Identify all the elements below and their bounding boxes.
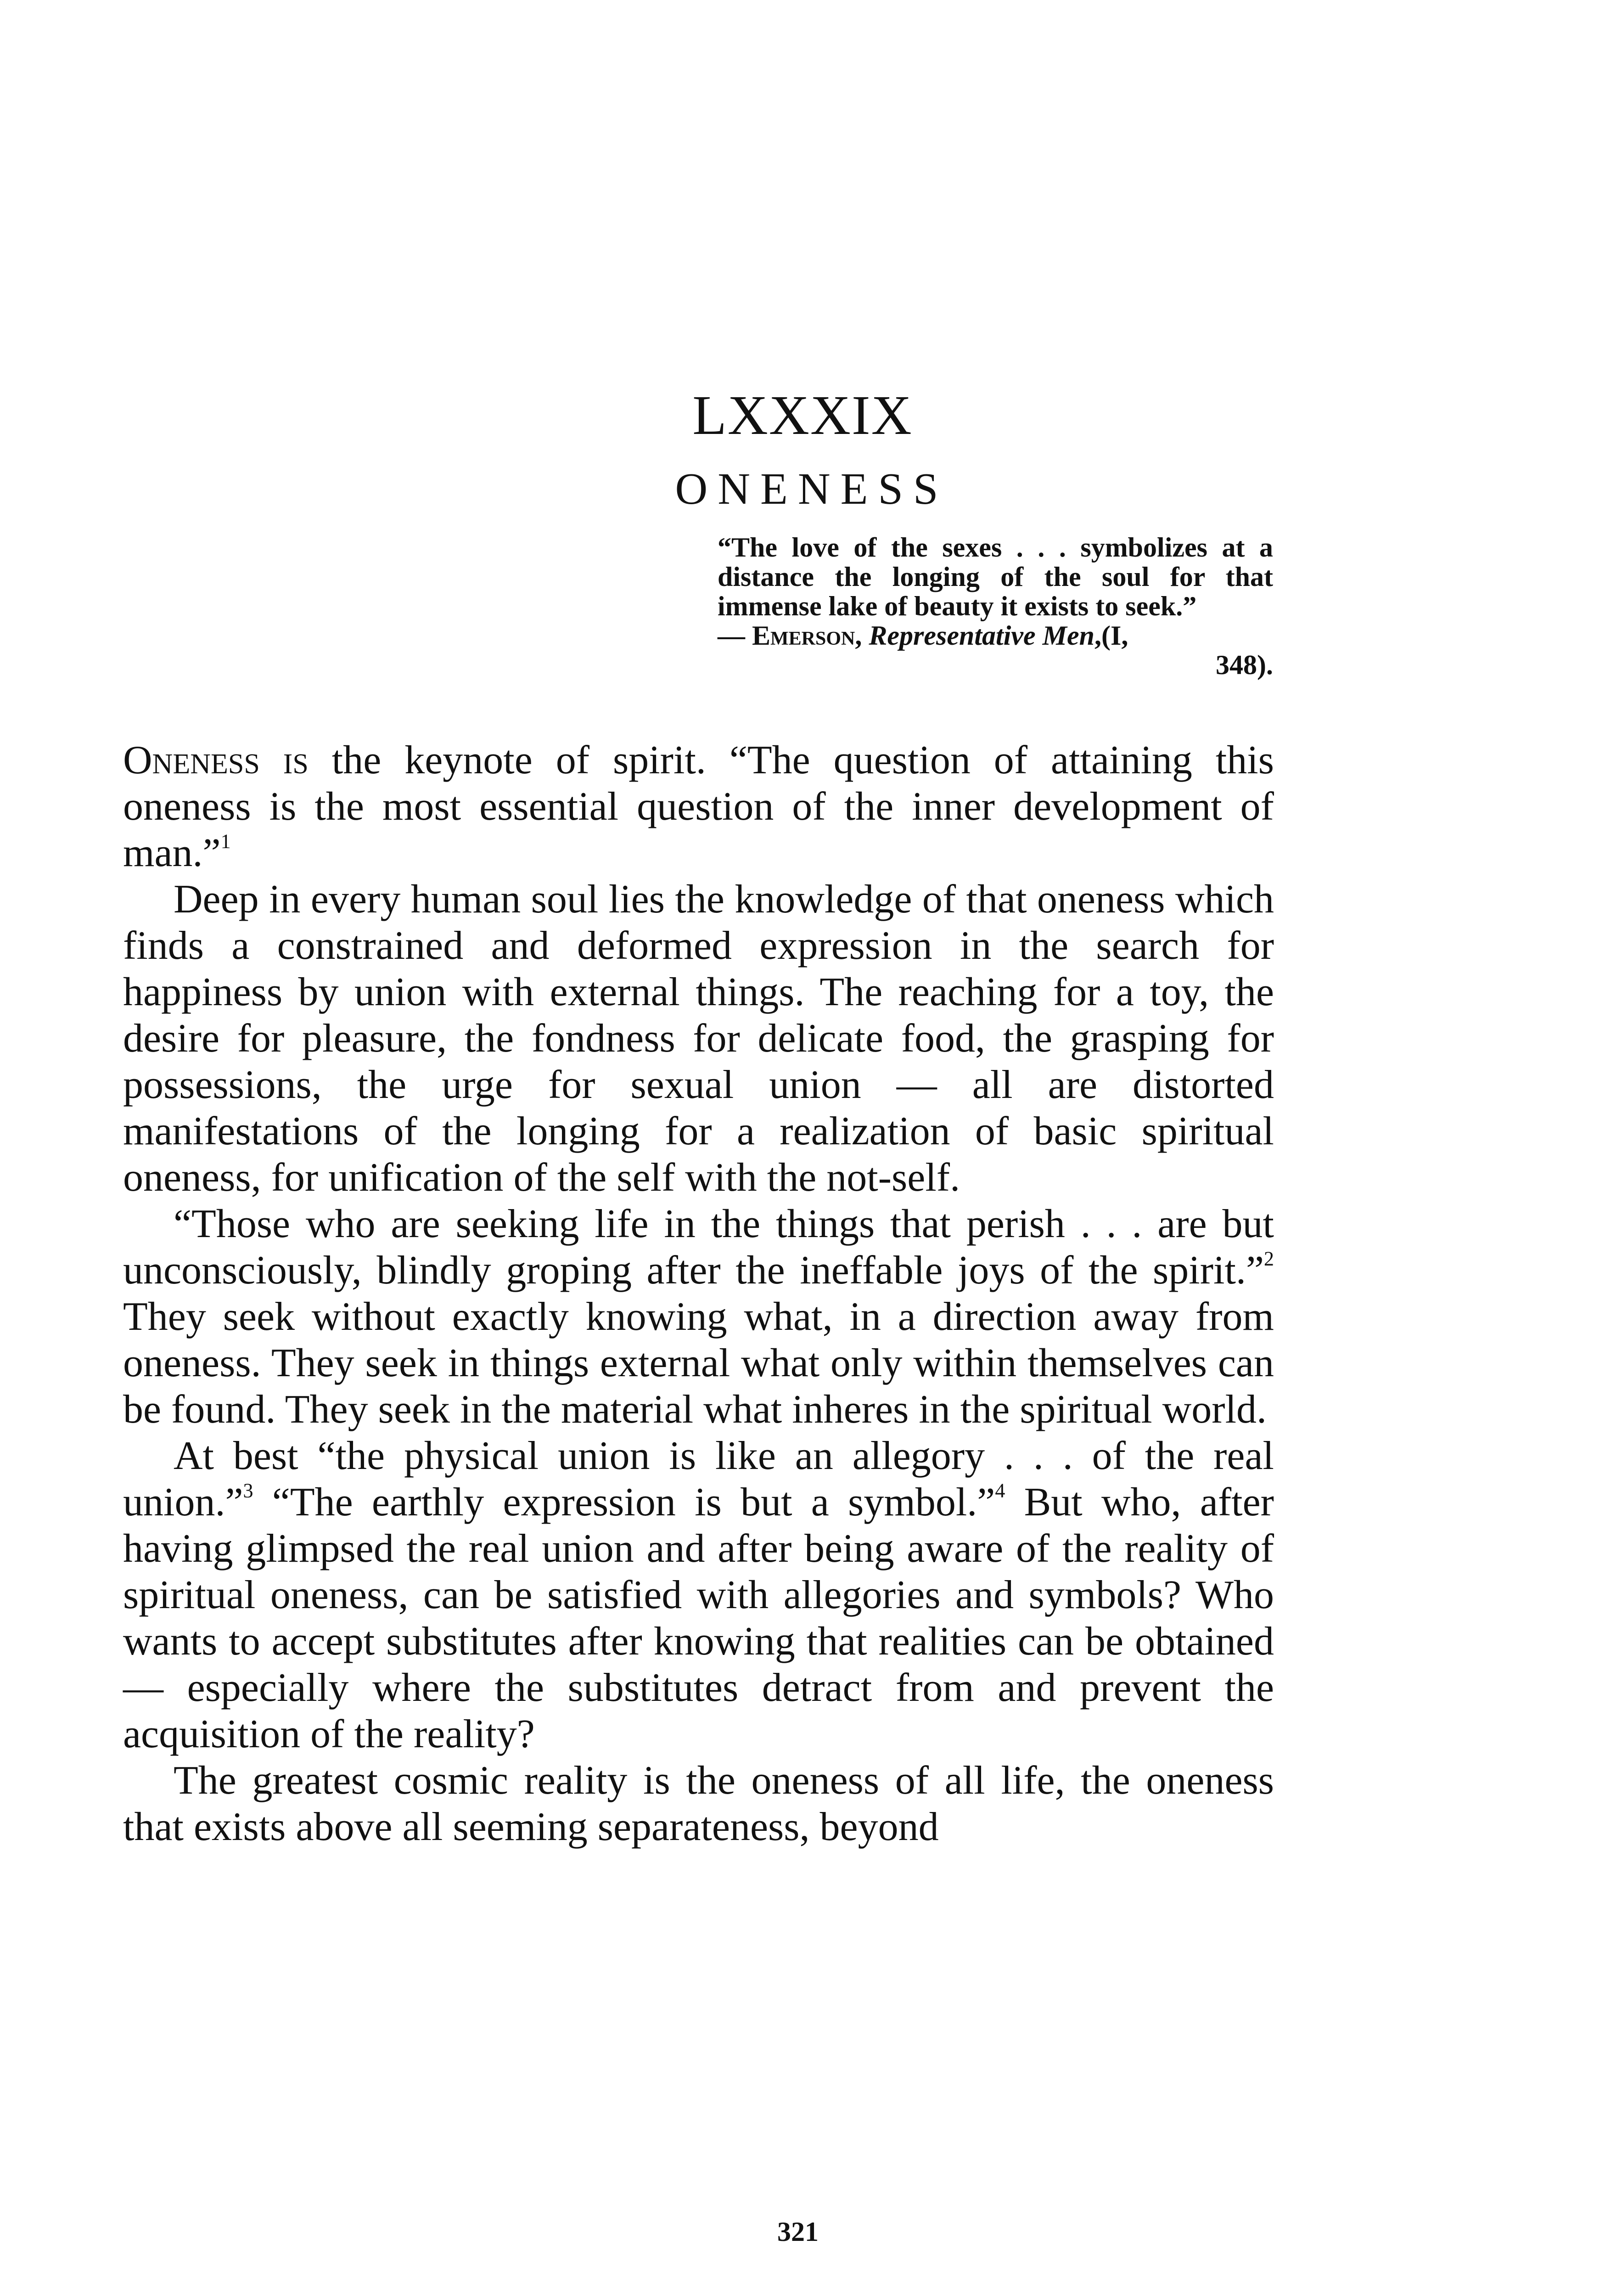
chapter-title: ONENESS (675, 464, 948, 514)
paragraph-4-text-c: But who, after having glimpsed the real union and after being aware of the reality of spiritual oneness, can be satisfied with allegories and symbols? Who wants to accept substitutes after knowing that realities can be obtained — especially where the substitutes detract from and prevent the acquisition of the reality? (123, 1480, 1274, 1756)
epigraph-quote: “The love of the sexes . . . symbolizes at a distance the longing of the soul for that immense lake of beauty it exists to seek.” (718, 532, 1273, 621)
paragraph-4-text-b: “The earthly expression is but a symbol.” (253, 1480, 995, 1525)
footnote-ref-1: 1 (220, 830, 231, 853)
paragraph-3 (123, 1201, 1274, 1433)
epigraph-ref-open: ,(I, (1094, 620, 1128, 651)
paragraph-3-text-b: They seek without exactly knowing what, in a direction away from oneness. They seek in things external what only within themselves can be found. They seek in the material what inheres in the spiritual world. (123, 1294, 1274, 1432)
epigraph-dash: — (718, 620, 752, 651)
footnote-ref-4: 4 (995, 1479, 1005, 1502)
body-text (123, 737, 1274, 1850)
paragraph-4-text-a: At best “the physical union is like an allegory . . . of the real union.” (123, 1434, 1274, 1525)
paragraph-3-text-a: “Those who are seeking life in the things that perish . . . are but unconsciously, blindly groping after the ineffable joys of the spirit.” (123, 1202, 1274, 1293)
epigraph-author: Emerson (752, 620, 855, 651)
paragraph-2: Deep in every human soul lies the knowledge of that oneness which finds a constrained and deformed expression in the search for happiness by union with external things. The reaching for a toy, the desire for pleasure, the fondness for delicate food, the grasping for possessions, the urge for sexual union — all are distorted manifestations of the longing for a realization of basic spiritual oneness, for unification of the self with the not-self. (123, 877, 1274, 1200)
paragraph-5: The greatest cosmic reality is the oneness of all life, the oneness that exists above all seeming separateness, beyond (123, 1758, 1274, 1849)
footnote-ref-2: 2 (1264, 1247, 1274, 1270)
epigraph (718, 533, 1273, 680)
epigraph-attribution (718, 621, 1273, 650)
paragraph-1 (123, 737, 1274, 876)
lead-words: Oneness is (123, 738, 309, 782)
epigraph-work: Representative Men (869, 620, 1094, 651)
chapter-number: LXXXIX (692, 384, 913, 446)
epigraph-ref-close: 348). (1216, 650, 1273, 680)
epigraph-comma: , (855, 620, 869, 651)
footnote-ref-3: 3 (243, 1479, 253, 1502)
page-number: 321 (777, 2217, 819, 2247)
paragraph-4 (123, 1433, 1274, 1757)
paragraph-1-text: the keynote of spirit. “The question of attaining this oneness is the most essential question of the inner development of man.” (123, 738, 1274, 875)
